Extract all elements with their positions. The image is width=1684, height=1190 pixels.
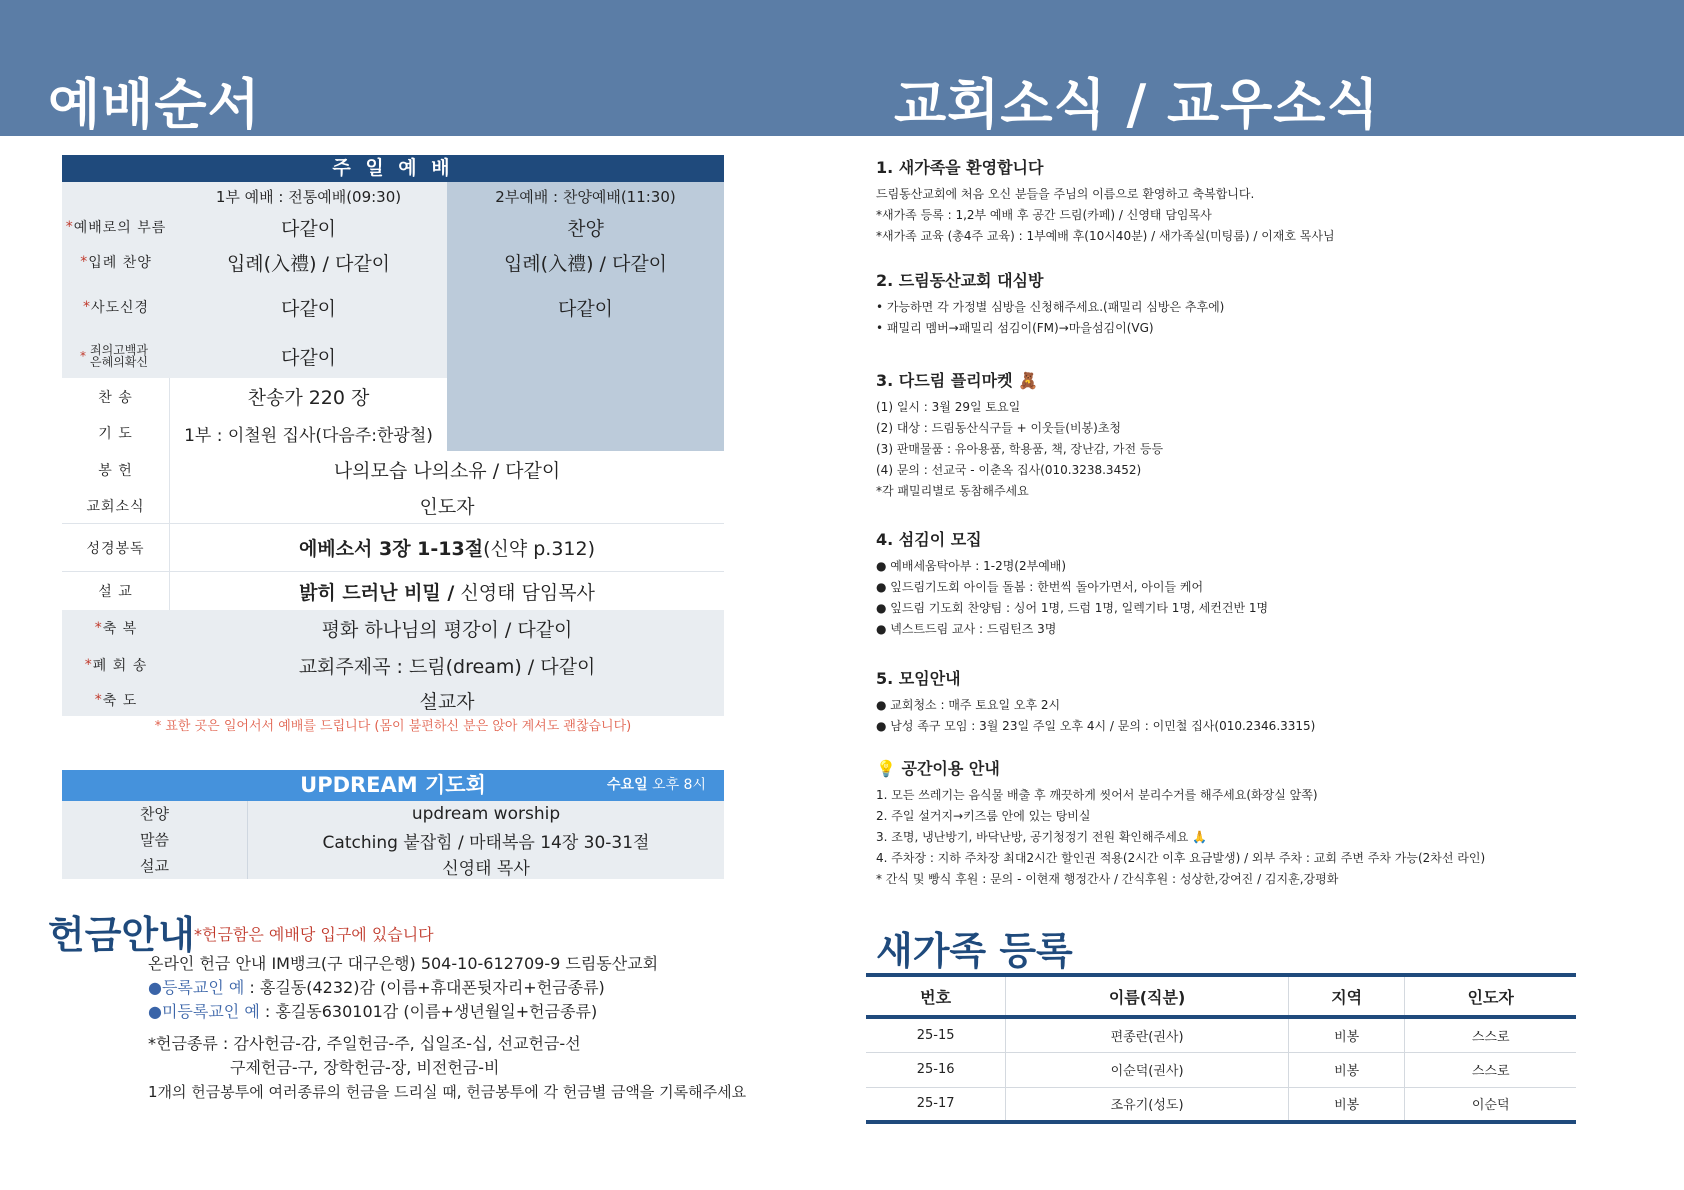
row-label: * 입례 찬양 <box>62 244 170 280</box>
updream-row: 찬양 updream worship <box>62 801 724 827</box>
sunday-worship-table <box>62 155 724 734</box>
row-label: * 축 도 <box>62 684 170 716</box>
worship-row: 기 도 1부 : 이철원 집사(다음주:한광철) <box>62 415 724 451</box>
new-family-title: 새가족 등록 <box>876 929 1073 973</box>
row-label: * 축 복 <box>62 610 170 646</box>
worship-order-title: 예배순서 <box>48 73 261 136</box>
offering-info: 온라인 헌금 안내 IM뱅크(구 대구은행) 504-10-612709-9 드림동산교회 ●등록교인 예 : 홍길동(4232)감 (이름+휴대폰뒷자리+헌금종류) ●미등록교인 예 : 홍길동630101감 (이름+생년월일+헌금종류) *헌금종류 : 감사헌금-감, 주일헌금-주, 십일조-십, 선교헌금-선 구제헌금-구, 장학헌금-장, 비전헌금-비 1개의 헌금봉투에 여러종류의 헌금을 드리실 때, 헌금봉투에 각 헌금별 금액을 기록해주세요 <box>148 954 747 1101</box>
updream-prayer-table <box>62 770 724 879</box>
table-header-row: 번호 이름(직분) 지역 인도자 <box>866 975 1576 1017</box>
row-label: * 죄의고백과 은혜의확신 <box>62 334 170 378</box>
worship-row: * 축 도 설교자 <box>62 684 724 716</box>
row-label: * 사도신경 <box>62 280 170 334</box>
church-news-title: 교회소식 / 교우소식 <box>894 73 1380 136</box>
worship-row: 성경봉독 에베소서 3장 1-13절 (신약 p.312) <box>62 524 724 572</box>
first-service-header: 1부 예배 : 전통예배(09:30) <box>170 182 447 210</box>
worship-row: * 입례 찬양 입례(入禮) / 다같이 입례(入禮) / 다같이 <box>62 244 724 280</box>
news-section-space: 💡 공간이용 안내 1. 모든 쓰레기는 음식물 배출 후 깨끗하게 씻어서 분리수거를 해주세요(화장실 앞쪽) 2. 주일 설거지→키즈룸 안에 있는 탕비실 3. 조명, 냉난방기, 바닥난방, 공기청정기 전원 확인해주세요 🙏 4. 주차장 : 지하 주차장 최대2시간 할인권 적용(2시간 이후 요금발생) / 외부 주차 : 교회 주변 주차 가능(2차선 라인) * 간식 및 빵식 후원 : 문의 - 이현재 행정간사 / 간식후원 : 성상한,강여진 / 김지훈,강평화 <box>876 759 1486 886</box>
table-row: 25-16 이순덕(권사) 비봉 스스로 <box>866 1052 1576 1087</box>
standing-note: * 표한 곳은 일어서서 예배를 드립니다 (몸이 불편하신 분은 앉아 계셔도 괜찮습니다) <box>154 719 632 734</box>
header-band <box>0 0 1684 136</box>
new-family-table <box>866 973 1576 1124</box>
row-label: 설 교 <box>62 572 170 610</box>
row-label: 성경봉독 <box>62 524 170 571</box>
news-section-1: 1. 새가족을 환영합니다 드림동산교회에 처음 오신 분들을 주님의 이름으로 환영하고 축복합니다. *새가족 등록 : 1,2부 예배 후 공간 드림(카페) / 신영태 담임목사 *새가족 교육 (총4주 교육) : 1부예배 후(10시40분) / 새가족실(미팅룸) / 이재호 목사님 <box>876 158 1335 243</box>
offering-title: 헌금안내 <box>48 913 195 957</box>
worship-row: * 사도신경 다같이 다같이 <box>62 280 724 334</box>
row-label: * 예배로의 부름 <box>62 210 170 244</box>
news-section-5: 5. 모임안내 ● 교회청소 : 매주 토요일 오후 2시 ● 남성 족구 모임 : 3월 23일 주일 오후 4시 / 문의 : 이민철 집사(010.2346.3315) <box>876 669 1316 733</box>
worship-row: * 폐 회 송 교회주제곡 : 드림(dream) / 다같이 <box>62 646 724 684</box>
worship-row: * 예배로의 부름 다같이 찬양 <box>62 210 724 244</box>
table-row: 25-15 편종란(권사) 비봉 스스로 <box>866 1017 1576 1052</box>
second-service-header: 2부예배 : 찬양예배(11:30) <box>447 182 724 210</box>
row-label: 교회소식 <box>62 488 170 523</box>
updream-title: UPDREAM 기도회 <box>300 773 486 797</box>
updream-header <box>62 770 724 801</box>
table-row: 25-17 조유기(성도) 비봉 이순덕 <box>866 1087 1576 1122</box>
worship-header-row <box>62 182 724 210</box>
news-section-3: 3. 다드림 플리마켓 🧸 (1) 일시 : 3월 29일 토요일 (2) 대상 : 드림동산식구들 + 이웃들(비봉)초청 (3) 판매물품 : 유아용품, 학용품, 책, 장난감, 가전 등등 (4) 문의 : 선교국 - 이춘옥 집사(010.3238.3452) *각 패밀리별로 동참해주세요 <box>876 371 1164 498</box>
worship-table-title: 주 일 예 배 <box>62 155 724 182</box>
row-label: 기 도 <box>62 415 170 451</box>
row-label: 봉 헌 <box>62 451 170 488</box>
row-label: 찬 송 <box>62 378 170 415</box>
worship-row: * 축 복 평화 하나님의 평강이 / 다같이 <box>62 610 724 646</box>
row-label: * 폐 회 송 <box>62 646 170 684</box>
worship-row: 교회소식 인도자 <box>62 488 724 524</box>
worship-row: 설 교 밝히 드러난 비밀 / 신영태 담임목사 <box>62 572 724 610</box>
news-section-2: 2. 드림동산교회 대심방 • 가능하면 각 가정별 심방을 신청해주세요.(패밀리 심방은 추후에) • 패밀리 멤버→패밀리 섬김이(FM)→마을섬김이(VG) <box>876 271 1225 335</box>
updream-row: 말씀 Catching 붙잡힘 / 마태복음 14장 30-31절 <box>62 827 724 853</box>
offering-subtitle: *헌금함은 예배당 입구에 있습니다 <box>194 925 434 944</box>
worship-row: * 죄의고백과 은혜의확신 다같이 <box>62 334 724 378</box>
worship-row: 찬 송 찬송가 220 장 <box>62 378 724 415</box>
news-section-4: 4. 섬김이 모집 ● 예배세움탁아부 : 1-2명(2부예배) ● 잎드림기도회 아이들 돌봄 : 한번씩 돌아가면서, 아이들 케어 ● 잎드림 기도회 찬양팀 : 싱어 1명, 드럼 1명, 일렉기타 1명, 세컨건반 1명 ● 넥스트드림 교사 : 드림틴즈 3명 <box>876 530 1269 636</box>
updream-time: 수요일 오후 8시 <box>607 777 706 793</box>
worship-row: 봉 헌 나의모습 나의소유 / 다같이 <box>62 451 724 488</box>
updream-row: 설교 신영태 목사 <box>62 853 724 879</box>
